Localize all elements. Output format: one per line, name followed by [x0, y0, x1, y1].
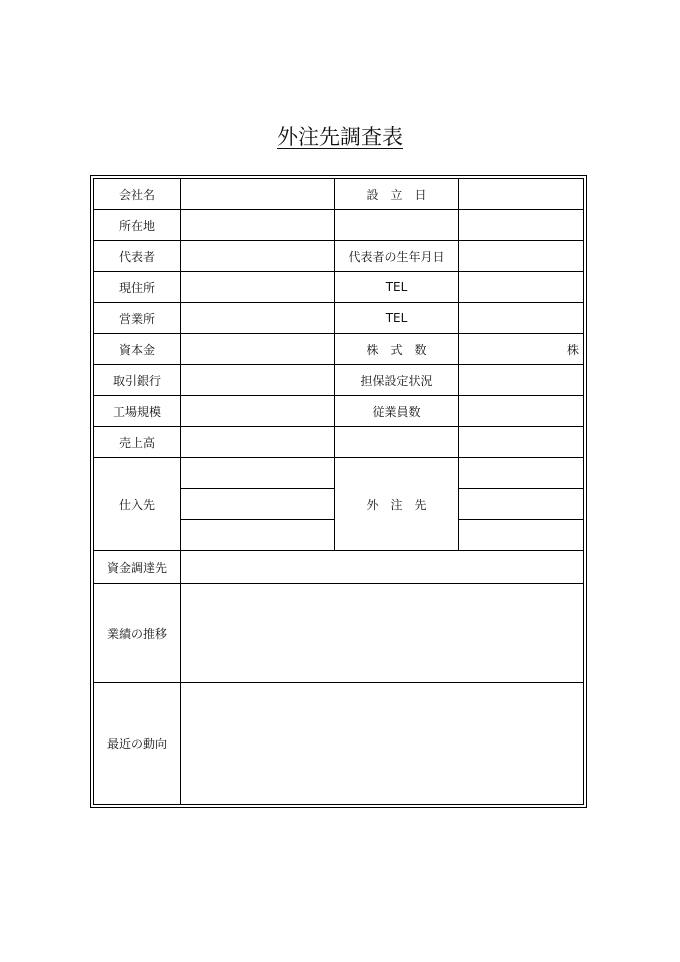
field-funding[interactable]: [181, 551, 584, 584]
label-established: 設 立 日: [335, 179, 459, 210]
label-company-name: 会社名: [94, 179, 181, 210]
label-tel-2: TEL: [335, 303, 459, 334]
field-capital[interactable]: [181, 334, 335, 365]
label-performance: 業績の推移: [94, 584, 181, 683]
label-capital: 資本金: [94, 334, 181, 365]
field-company-name[interactable]: [181, 179, 335, 210]
label-sales-office: 営業所: [94, 303, 181, 334]
field-performance[interactable]: [181, 584, 584, 683]
label-factory-scale: 工場規模: [94, 396, 181, 427]
label-shares: 株 式 数: [335, 334, 459, 365]
label-subcontractors: 外 注 先: [335, 458, 459, 551]
field-rep-birthdate[interactable]: [459, 241, 584, 272]
field-representative[interactable]: [181, 241, 335, 272]
field-supplier-2[interactable]: [181, 489, 335, 520]
field-location-1[interactable]: [181, 210, 335, 241]
label-rep-birthdate: 代表者の生年月日: [335, 241, 459, 272]
field-subcontractor-1[interactable]: [459, 458, 584, 489]
field-sales-3[interactable]: [459, 427, 584, 458]
field-established[interactable]: [459, 179, 584, 210]
form-title: 外注先調査表: [277, 125, 403, 149]
field-bank[interactable]: [181, 365, 335, 396]
field-subcontractor-2[interactable]: [459, 489, 584, 520]
label-collateral: 担保設定状況: [335, 365, 459, 396]
label-sales: 売上高: [94, 427, 181, 458]
field-location-3[interactable]: [459, 210, 584, 241]
survey-table: [93, 178, 584, 805]
field-supplier-3[interactable]: [181, 520, 335, 551]
label-suppliers: 仕入先: [94, 458, 181, 551]
field-location-2[interactable]: [335, 210, 459, 241]
field-sales-office[interactable]: [181, 303, 335, 334]
field-sales-2[interactable]: [335, 427, 459, 458]
field-recent-trends[interactable]: [181, 683, 584, 805]
label-tel-1: TEL: [335, 272, 459, 303]
field-tel-1[interactable]: [459, 272, 584, 303]
label-location: 所在地: [94, 210, 181, 241]
label-representative: 代表者: [94, 241, 181, 272]
field-supplier-1[interactable]: [181, 458, 335, 489]
label-funding: 資金調達先: [94, 551, 181, 584]
field-collateral[interactable]: [459, 365, 584, 396]
label-current-address: 現住所: [94, 272, 181, 303]
field-factory-scale[interactable]: [181, 396, 335, 427]
field-tel-2[interactable]: [459, 303, 584, 334]
field-current-address[interactable]: [181, 272, 335, 303]
label-bank: 取引銀行: [94, 365, 181, 396]
field-employees[interactable]: [459, 396, 584, 427]
field-shares[interactable]: 株: [459, 334, 584, 365]
field-sales-1[interactable]: [181, 427, 335, 458]
label-employees: 従業員数: [335, 396, 459, 427]
label-recent-trends: 最近の動向: [94, 683, 181, 805]
survey-form: [90, 175, 587, 808]
field-subcontractor-3[interactable]: [459, 520, 584, 551]
